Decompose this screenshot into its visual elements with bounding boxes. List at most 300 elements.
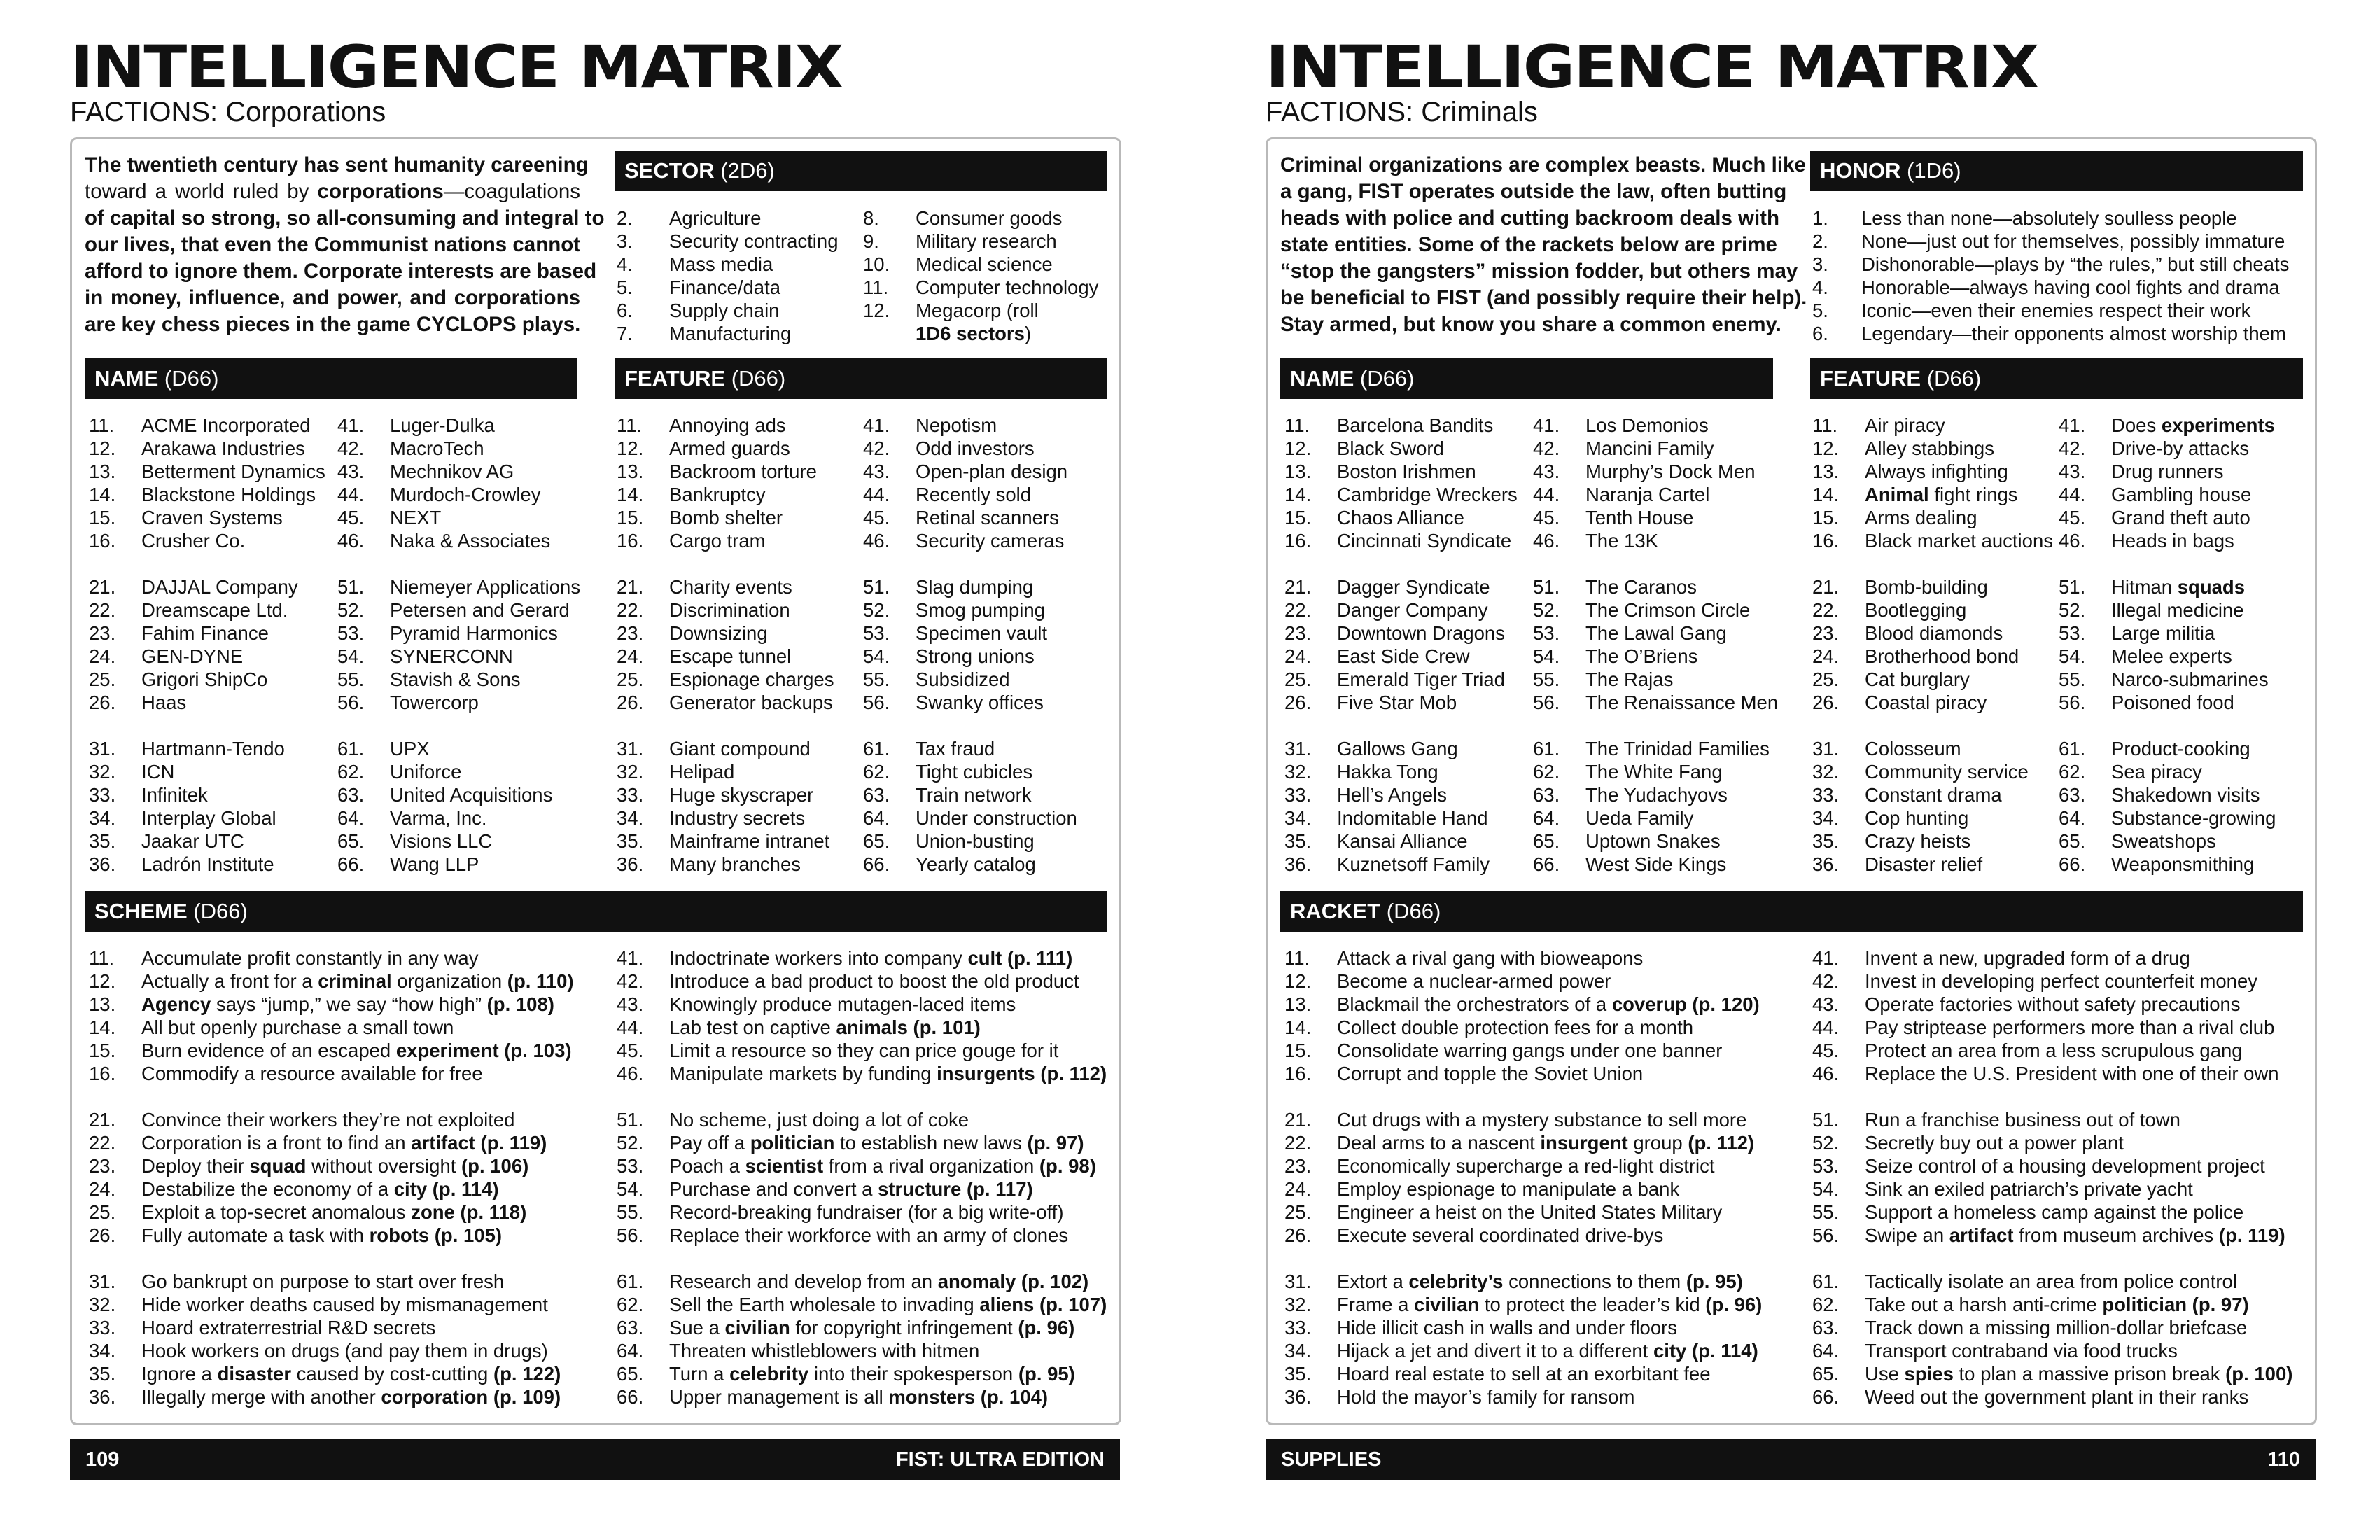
list-item — [1812, 691, 2050, 714]
entry-text: Grigori ShipCo — [141, 668, 268, 690]
roll-number: 9. — [863, 230, 879, 252]
entry-text: Generator backups — [669, 692, 833, 713]
list-item — [2059, 783, 2297, 806]
roll-number: 16. — [1284, 530, 1312, 552]
roll-number: 52. — [863, 599, 890, 621]
roll-number: 1. — [1812, 207, 1828, 229]
roll-number: 15. — [1284, 507, 1312, 528]
entry-text: Crazy heists — [1865, 830, 1971, 852]
list-item — [337, 529, 575, 552]
entry-text: Security cameras — [916, 530, 1065, 552]
list-item — [337, 622, 575, 645]
roll-number: 16. — [89, 530, 116, 552]
entry-text: Convince their workers they’re not exploited — [141, 1109, 515, 1130]
entry-text: Animal fight rings — [1865, 484, 2018, 505]
roll-number: 11. — [1284, 414, 1310, 436]
entry-text: Medical science — [916, 253, 1053, 275]
roll-number: 42. — [337, 438, 365, 459]
list-item — [89, 1293, 607, 1316]
list-item — [89, 806, 327, 830]
list-item — [617, 437, 855, 460]
roll-number: 64. — [1812, 1340, 1840, 1362]
roll-number: 7. — [617, 323, 633, 344]
name-list — [89, 414, 327, 876]
entry-text: Hell’s Angels — [1337, 784, 1447, 806]
feature-list — [1812, 414, 2053, 876]
list-item — [2059, 506, 2297, 529]
roll-number: 25. — [1284, 668, 1312, 690]
list-item — [1812, 806, 2050, 830]
roll-number: 15. — [1284, 1040, 1312, 1061]
roll-number: 46. — [1812, 1063, 1840, 1084]
list-item — [1284, 1362, 1802, 1385]
roll-number: 62. — [1812, 1294, 1840, 1315]
list-item — [337, 645, 575, 668]
list-item — [1284, 1016, 1802, 1039]
roll-number: 16. — [617, 530, 644, 552]
roll-number: 64. — [863, 807, 890, 829]
list-item — [2059, 668, 2297, 691]
roll-number: 66. — [2059, 853, 2086, 875]
list-item — [337, 668, 575, 691]
list-item — [863, 668, 1101, 691]
roll-number: 65. — [617, 1363, 644, 1385]
scheme-header: SCHEME (D66) — [85, 891, 1107, 932]
list-item — [2059, 645, 2297, 668]
entry-text: Retinal scanners — [916, 507, 1059, 528]
entry-text: Discrimination — [669, 599, 790, 621]
list-item — [337, 575, 581, 598]
roll-number: 4. — [1812, 276, 1828, 298]
list-item — [1284, 1339, 1802, 1362]
list-item — [1284, 806, 1522, 830]
roll-number: 56. — [337, 692, 365, 713]
roll-number: 55. — [1812, 1201, 1840, 1223]
list-item — [1533, 506, 1771, 529]
entry-text: Record-breaking fundraiser (for a big write-off) — [669, 1201, 1064, 1223]
list-item — [863, 253, 1101, 276]
roll-number: 35. — [1812, 830, 1840, 852]
entry-text: The Trinidad Families — [1586, 738, 1770, 760]
list-item — [1284, 645, 1522, 668]
entry-text: Turn a celebrity into their spokesperson (p. 95) — [669, 1363, 1075, 1385]
list-item — [2059, 830, 2297, 853]
entry-text: Attack a rival gang with bioweapons — [1337, 947, 1644, 969]
entry-text: Dishonorable—plays by “the rules,” but still cheats — [1861, 253, 2290, 275]
roll-number: 14. — [617, 484, 644, 505]
roll-number: 42. — [863, 438, 890, 459]
list-item — [89, 668, 327, 691]
roll-number: 45. — [2059, 507, 2086, 528]
roll-number: 46. — [337, 530, 365, 552]
list-item — [617, 206, 855, 230]
entry-text: Black market auctions — [1865, 530, 2053, 552]
roll-number: 35. — [1284, 1363, 1312, 1385]
list-item — [1284, 437, 1522, 460]
list-item — [1812, 414, 2050, 437]
entry-text: West Side Kings — [1586, 853, 1727, 875]
entry-text: Pay striptease performers more than a rival club — [1865, 1016, 2275, 1038]
list-item — [617, 1293, 1114, 1316]
entry-text: Accumulate profit constantly in any way — [141, 947, 479, 969]
roll-number: 22. — [617, 599, 644, 621]
list-item — [1812, 1177, 2309, 1200]
entry-text: Limit a resource so they can price gouge for it — [669, 1040, 1059, 1061]
list-item — [2059, 460, 2297, 483]
list-item — [89, 1385, 607, 1408]
entry-text: Mechnikov AG — [390, 461, 514, 482]
list-item — [1812, 645, 2050, 668]
roll-number: 11. — [617, 414, 643, 436]
roll-number: 54. — [1533, 645, 1560, 667]
list-item — [1533, 830, 1771, 853]
roll-number: 66. — [617, 1386, 644, 1408]
entry-text: Blood diamonds — [1865, 622, 2003, 644]
entry-text: Sue a civilian for copyright infringement (p. 96) — [669, 1317, 1075, 1338]
roll-number: 51. — [337, 576, 365, 598]
entry-text: Downtown Dragons — [1337, 622, 1505, 644]
roll-number: 11. — [863, 276, 889, 298]
roll-number: 62. — [617, 1294, 644, 1315]
entry-text: Interplay Global — [141, 807, 276, 829]
list-item — [1284, 1039, 1802, 1062]
roll-number: 55. — [337, 668, 365, 690]
list-item — [1284, 969, 1802, 993]
entry-text: Luger-Dulka — [390, 414, 495, 436]
list-item — [337, 806, 575, 830]
list-item — [89, 969, 607, 993]
intro-line: “stop the gangsters” mission fodder, but others may — [1280, 260, 1798, 283]
entry-text: Execute several coordinated drive-bys — [1337, 1224, 1664, 1246]
roll-number: 14. — [1812, 484, 1840, 505]
intro-line: heads with police and cutting backroom deals with — [1280, 206, 1780, 230]
entry-text: Odd investors — [916, 438, 1035, 459]
entry-text: Swipe an artifact from museum archives (p. 119) — [1865, 1224, 2286, 1246]
list-item — [89, 1270, 607, 1293]
roll-number: 15. — [89, 1040, 116, 1061]
entry-text: Emerald Tiger Triad — [1337, 668, 1505, 690]
entry-text: Hoard extraterrestrial R&D secrets — [141, 1317, 436, 1338]
entry-text: Purchase and convert a structure (p. 117) — [669, 1178, 1033, 1200]
list-item — [1812, 737, 2050, 760]
roll-number: 22. — [1284, 599, 1312, 621]
page-footer — [1266, 1439, 2316, 1480]
entry-text: 1D6 sectors) — [916, 323, 1032, 344]
list-item — [337, 460, 575, 483]
list-item — [2059, 622, 2297, 645]
list-item — [1284, 598, 1522, 622]
feature-list — [617, 414, 855, 876]
roll-number: 5. — [617, 276, 633, 298]
roll-number: 61. — [863, 738, 890, 760]
roll-number: 43. — [863, 461, 890, 482]
roll-number: 41. — [1812, 947, 1840, 969]
list-item — [89, 1062, 607, 1085]
roll-number: 44. — [863, 484, 890, 505]
entry-text: Use spies to plan a massive prison break (p. 100) — [1865, 1363, 2293, 1385]
roll-number: 63. — [1812, 1317, 1840, 1338]
entry-text: Varma, Inc. — [390, 807, 487, 829]
list-item — [2059, 691, 2297, 714]
entry-text: Craven Systems — [141, 507, 283, 528]
entry-text: Invent a new, upgraded form of a drug — [1865, 947, 2190, 969]
entry-text: The O’Briens — [1586, 645, 1698, 667]
name-list — [337, 414, 581, 876]
roll-number: 23. — [1284, 1155, 1312, 1177]
entry-text: The Lawal Gang — [1586, 622, 1727, 644]
list-item — [617, 1339, 1114, 1362]
entry-text: Large militia — [2111, 622, 2216, 644]
entry-text: Does experiments — [2111, 414, 2275, 436]
entry-text: Grand theft auto — [2111, 507, 2250, 528]
entry-text: Employ espionage to manipulate a bank — [1337, 1178, 1680, 1200]
honor-list — [1812, 206, 2316, 345]
list-item — [1812, 830, 2050, 853]
roll-number: 24. — [1812, 645, 1840, 667]
intro-line: Stay armed, but know you share a common enemy. — [1280, 313, 1782, 336]
roll-number: 23. — [1812, 622, 1840, 644]
roll-number: 43. — [337, 461, 365, 482]
roll-number: 43. — [1812, 993, 1840, 1015]
entry-text: MacroTech — [390, 438, 484, 459]
list-item — [617, 1270, 1114, 1293]
entry-text: Bomb shelter — [669, 507, 783, 528]
list-item — [1284, 1316, 1802, 1339]
list-item — [1812, 575, 2050, 598]
entry-text: United Acquisitions — [390, 784, 553, 806]
intro-line: state entities. Some of the rackets below are prime — [1280, 233, 1777, 256]
roll-number: 32. — [1812, 761, 1840, 783]
list-item — [1812, 506, 2050, 529]
roll-number: 22. — [1812, 599, 1840, 621]
entry-text: Hitman squads — [2111, 576, 2246, 598]
entry-text: Corrupt and topple the Soviet Union — [1337, 1063, 1644, 1084]
entry-text: Consumer goods — [916, 207, 1063, 229]
roll-number: 51. — [2059, 576, 2086, 598]
entry-text: Weaponsmithing — [2111, 853, 2255, 875]
list-item — [1812, 206, 2316, 230]
roll-number: 36. — [89, 1386, 116, 1408]
roll-number: 11. — [89, 947, 115, 969]
roll-number: 23. — [1284, 622, 1312, 644]
entry-text: Armed guards — [669, 438, 790, 459]
list-item — [617, 253, 855, 276]
roll-number: 42. — [1812, 970, 1840, 992]
entry-text: Disaster relief — [1865, 853, 1983, 875]
roll-number: 65. — [1812, 1363, 1840, 1385]
entry-text: Community service — [1865, 761, 2029, 783]
roll-number: 64. — [1533, 807, 1560, 829]
roll-number: 62. — [863, 761, 890, 783]
entry-text: Yearly catalog — [916, 853, 1036, 875]
list-item — [1533, 668, 1771, 691]
roll-number: 53. — [337, 622, 365, 644]
list-item — [1284, 1224, 1802, 1247]
entry-text: Engineer a heist on the United States Military — [1337, 1201, 1723, 1223]
list-item — [1533, 645, 1771, 668]
list-item — [1284, 483, 1522, 506]
entry-text: Charity events — [669, 576, 792, 598]
roll-number: 13. — [1284, 461, 1312, 482]
entry-text: The Rajas — [1586, 668, 1674, 690]
roll-number: 61. — [337, 738, 365, 760]
list-item — [1812, 1062, 2309, 1085]
entry-text: Run a franchise business out of town — [1865, 1109, 2180, 1130]
roll-number: 32. — [89, 761, 116, 783]
list-item — [863, 622, 1101, 645]
list-item — [89, 760, 327, 783]
roll-number: 33. — [1284, 1317, 1312, 1338]
list-item — [337, 783, 575, 806]
list-item — [617, 598, 855, 622]
entry-text: Cop hunting — [1865, 807, 1969, 829]
list-item — [89, 529, 327, 552]
roll-number: 36. — [1284, 853, 1312, 875]
racket-list — [1812, 946, 2309, 1408]
roll-number: 13. — [89, 461, 116, 482]
list-item — [1812, 276, 2316, 299]
roll-number: 8. — [863, 207, 879, 229]
entry-text: Uptown Snakes — [1586, 830, 1721, 852]
entry-text: No scheme, just doing a lot of coke — [669, 1109, 969, 1130]
roll-number: 52. — [1533, 599, 1560, 621]
list-item — [1812, 437, 2050, 460]
roll-number: 26. — [1284, 692, 1312, 713]
list-item — [617, 1016, 1114, 1039]
list-item — [89, 622, 327, 645]
entry-text: Legendary—their opponents almost worship them — [1861, 323, 2286, 344]
entry-text: Colosseum — [1865, 738, 1961, 760]
list-item — [617, 783, 855, 806]
entry-text: East Side Crew — [1337, 645, 1470, 667]
list-item — [863, 853, 1101, 876]
list-item — [1284, 1177, 1802, 1200]
roll-number: 2. — [617, 207, 633, 229]
list-item — [617, 830, 855, 853]
roll-number: 12. — [1812, 438, 1840, 459]
entry-text: Annoying ads — [669, 414, 786, 436]
entry-text: Weed out the government plant in their ranks — [1865, 1386, 2249, 1408]
entry-text: Stavish & Sons — [390, 668, 521, 690]
list-item — [617, 575, 855, 598]
roll-number: 24. — [89, 645, 116, 667]
entry-text: Boston Irishmen — [1337, 461, 1476, 482]
name-header: NAME (D66) — [1280, 358, 1773, 399]
entry-text: Agency says “jump,” we say “how high” (p. 108) — [141, 993, 554, 1015]
list-item — [89, 691, 327, 714]
intro-line: are key chess pieces in the game CYCLOPS plays. — [85, 313, 581, 336]
roll-number: 14. — [89, 1016, 116, 1038]
entry-text: Cut drugs with a mystery substance to sell more — [1337, 1109, 1747, 1130]
entry-text: Jaakar UTC — [141, 830, 244, 852]
roll-number: 53. — [863, 622, 890, 644]
entry-text: Hide illicit cash in walls and under floors — [1337, 1317, 1678, 1338]
roll-number: 54. — [617, 1178, 644, 1200]
entry-text: Indomitable Hand — [1337, 807, 1488, 829]
list-item — [89, 575, 327, 598]
entry-text: Protect an area from a less scrupulous gang — [1865, 1040, 2243, 1061]
roll-number: 54. — [2059, 645, 2086, 667]
roll-number: 6. — [1812, 323, 1828, 344]
right-page — [1190, 0, 2380, 1540]
roll-number: 44. — [1812, 1016, 1840, 1038]
entry-text: Narco-submarines — [2111, 668, 2269, 690]
roll-number: 44. — [337, 484, 365, 505]
roll-number: 12. — [617, 438, 644, 459]
list-item — [89, 1016, 607, 1039]
entry-text: Consolidate warring gangs under one banner — [1337, 1040, 1723, 1061]
list-item — [863, 276, 1101, 299]
roll-number: 22. — [89, 1132, 116, 1154]
roll-number: 41. — [2059, 414, 2086, 436]
list-item — [1284, 622, 1522, 645]
entry-text: Cambridge Wreckers — [1337, 484, 1518, 505]
entry-text: Always infighting — [1865, 461, 2008, 482]
entry-text: Security contracting — [669, 230, 839, 252]
list-item — [1284, 668, 1522, 691]
list-item — [89, 1200, 607, 1224]
list-item — [863, 437, 1101, 460]
roll-number: 25. — [617, 668, 644, 690]
list-item — [617, 1362, 1114, 1385]
entry-text: Hartmann-Tendo — [141, 738, 285, 760]
roll-number: 52. — [2059, 599, 2086, 621]
roll-number: 56. — [1812, 1224, 1840, 1246]
page-number: 109 — [85, 1448, 120, 1471]
list-item — [1533, 806, 1771, 830]
list-item — [1812, 1339, 2309, 1362]
list-item — [863, 783, 1101, 806]
entry-text: Fahim Finance — [141, 622, 269, 644]
list-item — [2059, 414, 2297, 437]
entry-text: Less than none—absolutely soulless people — [1861, 207, 2237, 229]
entry-text: Fully automate a task with robots (p. 105) — [141, 1224, 503, 1246]
roll-number: 54. — [337, 645, 365, 667]
entry-text: Pyramid Harmonics — [390, 622, 558, 644]
list-item — [1812, 322, 2316, 345]
list-item — [1812, 230, 2316, 253]
entry-text: Hide worker deaths caused by mismanagement — [141, 1294, 548, 1315]
roll-number: 63. — [863, 784, 890, 806]
list-item — [337, 760, 575, 783]
list-item — [2059, 529, 2297, 552]
roll-number: 12. — [1284, 970, 1312, 992]
entry-text: UPX — [390, 738, 430, 760]
entry-text: Dreamscape Ltd. — [141, 599, 288, 621]
list-item — [337, 830, 575, 853]
list-item — [1533, 737, 1771, 760]
entry-text: Poisoned food — [2111, 692, 2234, 713]
intro-line: a gang, FIST operates outside the law, often butting — [1280, 180, 1787, 203]
roll-number: 66. — [1812, 1386, 1840, 1408]
entry-text: Los Demonios — [1586, 414, 1709, 436]
entry-text: Track down a missing million-dollar briefcase — [1865, 1317, 2248, 1338]
roll-number: 51. — [1533, 576, 1560, 598]
roll-number: 13. — [1812, 461, 1840, 482]
roll-number: 46. — [2059, 530, 2086, 552]
roll-number: 65. — [1533, 830, 1560, 852]
list-item — [617, 460, 855, 483]
roll-number: 31. — [1284, 1270, 1312, 1292]
list-item — [337, 483, 575, 506]
list-item — [1812, 1108, 2309, 1131]
list-item — [1284, 1108, 1802, 1131]
roll-number: 32. — [1284, 761, 1312, 783]
page-subtitle: FACTIONS: Criminals — [1266, 97, 1538, 127]
list-item — [617, 645, 855, 668]
entry-text: None—just out for themselves, possibly immature — [1861, 230, 2286, 252]
list-item — [89, 1039, 607, 1062]
